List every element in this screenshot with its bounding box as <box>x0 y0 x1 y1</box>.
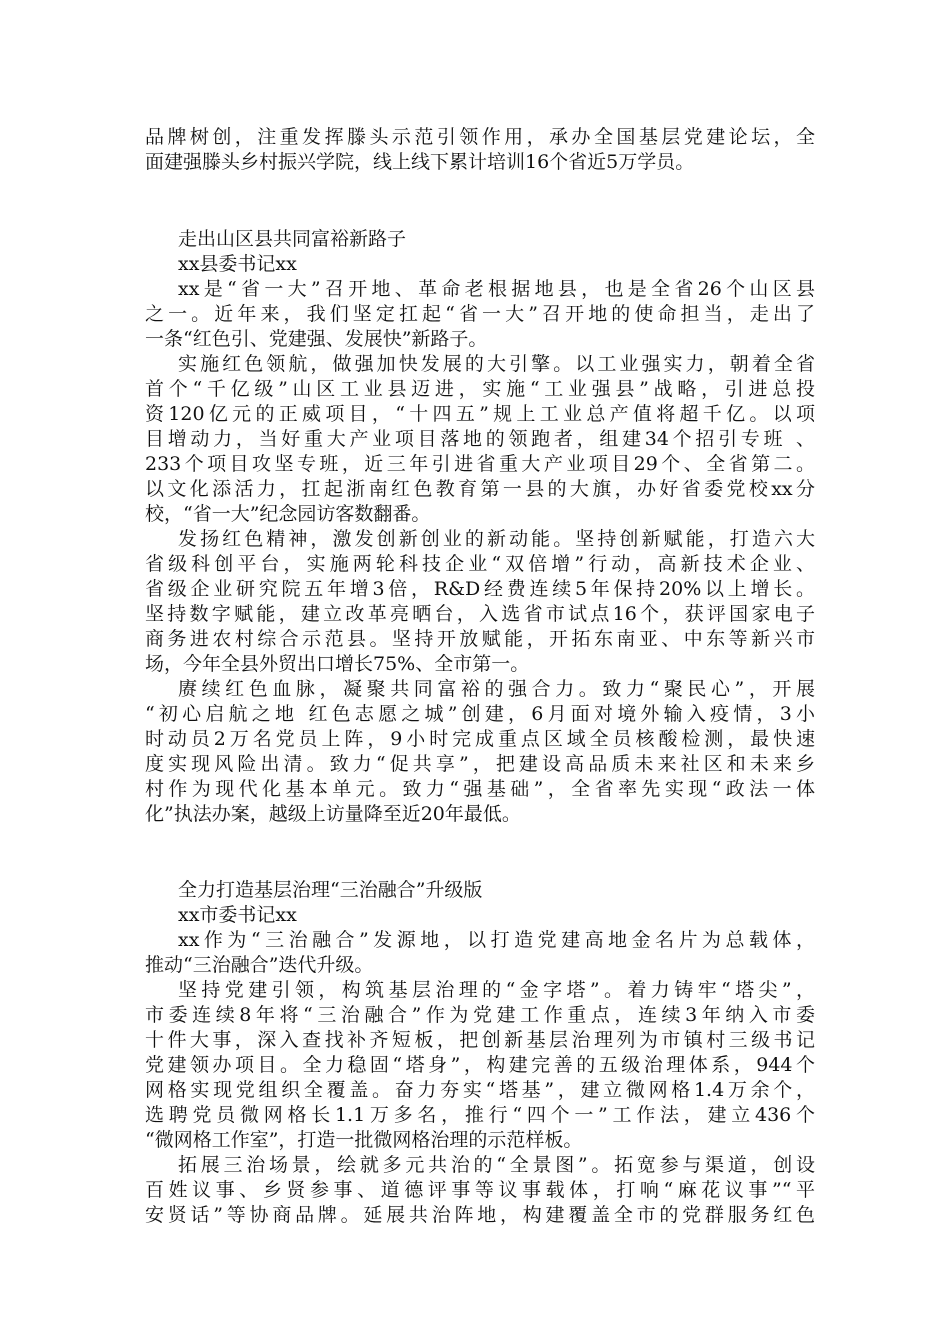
text-line: 网格实现党组织全覆盖。奋力夯实“塔基”，建立微网格1.4万余个， <box>145 1079 815 1101</box>
text-line: 村作为现代化基本单元。致力“强基础”，全省率先实现“政法一体 <box>145 778 815 800</box>
text-line: 十件大事，深入查找补齐短板，把创新基层治理列为市镇村三级书记 <box>145 1029 815 1051</box>
text-line: 拓展三治场景，绘就多元共治的“全景图”。拓宽参与渠道，创设 <box>178 1154 815 1176</box>
text-line: 安贤话”等协商品牌。延展共治阵地，构建覆盖全市的党群服务红色 <box>145 1204 815 1226</box>
text-line: “微网格工作室”，打造一批微网格治理的示范样板。 <box>145 1129 583 1151</box>
text-line: xx是“省一大”召开地、革命老根据地县，也是全省26个山区县 <box>178 278 815 300</box>
text-line: 校，“省一大”纪念园访客数翻番。 <box>145 503 431 525</box>
text-line: 场，今年全县外贸出口增长75%、全市第一。 <box>145 653 530 675</box>
author-line: xx市委书记xx <box>178 904 297 926</box>
text-line: 实施红色领航，做强加快发展的大引擎。以工业强实力，朝着全省 <box>178 353 815 375</box>
text-line: 资120亿元的正威项目，“十四五”规上工业总产值将超千亿。以项 <box>145 403 815 425</box>
text-line: 以文化添活力，扛起浙南红色教育第一县的大旗，办好省委党校xx分 <box>145 478 815 500</box>
text-line: 品牌树创，注重发挥滕头示范引领作用，承办全国基层党建论坛，全 <box>145 126 815 148</box>
section-title: 走出山区县共同富裕新路子 <box>178 228 407 250</box>
text-line: 时动员2万名党员上阵，9小时完成重点区域全员核酸检测，最快速 <box>145 728 815 750</box>
text-line: 省级企业研究院五年增3倍，R&D经费连续5年保持20%以上增长。 <box>145 578 815 600</box>
text-line: 发扬红色精神，激发创新创业的新动能。坚持创新赋能，打造六大 <box>178 528 815 550</box>
text-line: 党建领办项目。全力稳固“塔身”，构建完善的五级治理体系，944个 <box>145 1054 815 1076</box>
author-line: xx县委书记xx <box>178 253 297 275</box>
text-line: 度实现风险出清。致力“促共享”，把建设高品质未来社区和未来乡 <box>145 753 815 775</box>
text-line: 目增动力，当好重大产业项目落地的领跑者，组建34个招引专班 、 <box>145 428 815 450</box>
text-line: 坚持数字赋能，建立改革亮晒台，入选省市试点16个，获评国家电子 <box>145 603 815 625</box>
section-title: 全力打造基层治理“三治融合”升级版 <box>178 879 483 901</box>
text-line: “初心启航之地 红色志愿之城”创建，6月面对境外输入疫情，3小 <box>145 703 815 725</box>
text-line: 百姓议事、乡贤参事、道德评事等议事载体，打响“麻花议事”“平 <box>145 1179 815 1201</box>
text-line: 坚持党建引领，构筑基层治理的“金字塔”。着力铸牢“塔尖”， <box>178 979 815 1001</box>
text-line: 赓续红色血脉，凝聚共同富裕的强合力。致力“聚民心”，开展 <box>178 678 815 700</box>
text-line: 市委连续8年将“三治融合”作为党建工作重点，连续3年纳入市委 <box>145 1004 815 1026</box>
text-line: 一条“红色引、党建强、发展快”新路子。 <box>145 328 488 350</box>
text-line: 233个项目攻坚专班，近三年引进省重大产业项目29个、全省第二。 <box>145 453 815 475</box>
text-line: 之一。近年来，我们坚定扛起“省一大”召开地的使命担当，走出了 <box>145 303 815 325</box>
text-line: 化”执法办案，越级上访量降至近20年最低。 <box>145 803 521 825</box>
text-line: 首个“千亿级”山区工业县迈进，实施“工业强县”战略，引进总投 <box>145 378 815 400</box>
text-line: xx作为“三治融合”发源地，以打造党建高地金名片为总载体， <box>178 929 815 951</box>
text-line: 商务进农村综合示范县。坚持开放赋能，开拓东南亚、中东等新兴市 <box>145 628 815 650</box>
text-line: 推动“三治融合”迭代升级。 <box>145 954 374 976</box>
text-line: 省级科创平台，实施两轮科技企业“双倍增”行动，高新技术企业、 <box>145 553 815 575</box>
text-line: 面建强滕头乡村振兴学院，线上线下累计培训16个省近5万学员。 <box>145 151 695 173</box>
text-line: 选聘党员微网格长1.1万多名，推行“四个一”工作法，建立436个 <box>145 1104 815 1126</box>
